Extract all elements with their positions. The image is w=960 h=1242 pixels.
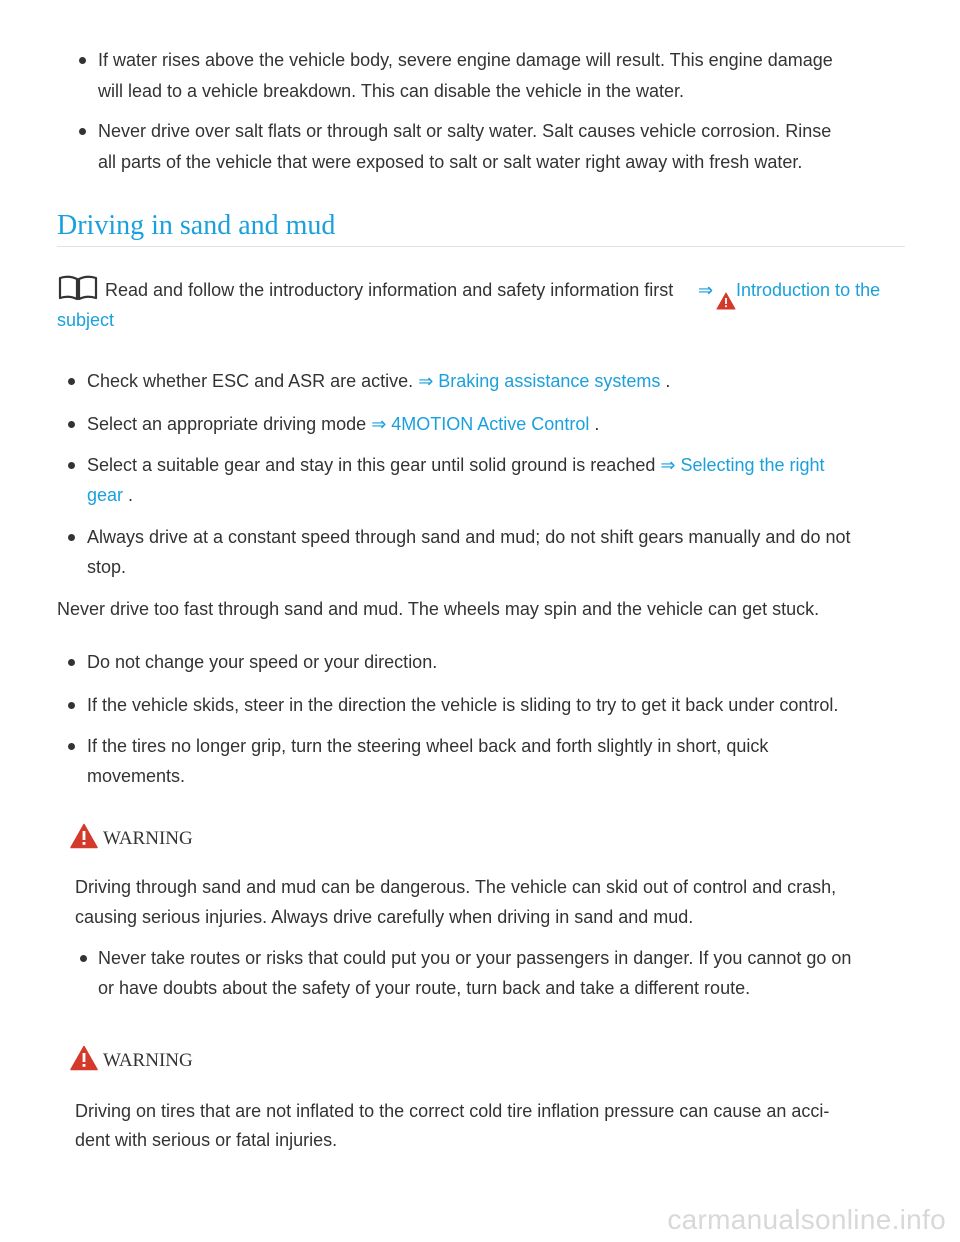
braking-assistance-link[interactable]: ⇒ Braking assistance systems <box>418 371 661 391</box>
bullet <box>68 659 75 666</box>
list-item-punct: . <box>128 485 134 505</box>
bullet <box>68 462 75 469</box>
bullet <box>68 702 75 709</box>
list-item-text: movements. <box>87 766 186 786</box>
warning-text: Driving on tires that are not inflated to the correct cold tire inflation pressure can cause an acci- <box>75 1101 830 1121</box>
warning-title: WARNING <box>103 1050 193 1071</box>
book-icon <box>57 275 99 301</box>
bullet <box>68 743 75 750</box>
selecting-right-gear-link-continued[interactable]: gear <box>87 485 124 505</box>
site-watermark: carmanualsonline.info <box>667 1204 946 1235</box>
warning-text: Driving through sand and mud can be dangerous. The vehicle can skid out of control and crash, <box>75 877 837 897</box>
warning-triangle-icon <box>716 292 736 310</box>
bullet <box>68 421 75 428</box>
list-item-text: If the tires no longer grip, turn the steering wheel back and forth slightly in short, quick <box>87 736 769 756</box>
list-item-continued <box>87 480 133 510</box>
4motion-active-control-link[interactable]: ⇒ 4MOTION Active Control <box>371 414 590 434</box>
list-item-text: Never drive over salt flats or through salt or salty water. Salt causes vehicle corrosion. Rinse <box>98 121 832 141</box>
list-item-text: stop. <box>87 557 127 577</box>
list-item-text: Select a suitable gear and stay in this gear until solid ground is reached <box>87 455 656 475</box>
list-item-text: Check whether ESC and ASR are active. <box>87 371 414 391</box>
list-item <box>87 450 825 480</box>
selecting-right-gear-link[interactable]: ⇒ Selecting the right <box>660 455 825 475</box>
warning-triangle-icon <box>70 1045 98 1071</box>
list-item-text: Do not change your speed or your direction. <box>87 652 438 672</box>
intro-link-continued[interactable]: subject <box>57 310 115 330</box>
section-title: Driving in sand and mud <box>57 210 336 241</box>
list-item <box>87 366 670 396</box>
bullet <box>68 378 75 385</box>
warning-bullet-text: or have doubts about the safety of your route, turn back and take a different route. <box>98 978 751 998</box>
bullet <box>79 57 86 64</box>
intro-text: Read and follow the introductory information and safety information first <box>105 280 674 300</box>
list-item-text: all parts of the vehicle that were exposed to salt or salt water right away with fresh water. <box>98 152 803 172</box>
list-item-text: Always drive at a constant speed through sand and mud; do not shift gears manually and do not <box>87 527 851 547</box>
list-item <box>87 409 599 439</box>
section-divider <box>57 246 905 247</box>
warning-text: causing serious injuries. Always drive carefully when driving in sand and mud. <box>75 907 694 927</box>
list-item-punct: . <box>594 414 600 434</box>
list-item-text: will lead to a vehicle breakdown. This can disable the vehicle in the water. <box>98 81 685 101</box>
body-paragraph: Never drive too fast through sand and mud. The wheels may spin and the vehicle can get stuck. <box>57 599 820 619</box>
warning-text: dent with serious or fatal injuries. <box>75 1130 338 1150</box>
list-item-text: Select an appropriate driving mode <box>87 414 367 434</box>
intro-link[interactable]: Introduction to the <box>736 280 881 300</box>
list-item-text: If the vehicle skids, steer in the direction the vehicle is sliding to try to get it back under control. <box>87 695 839 715</box>
bullet <box>79 128 86 135</box>
warning-bullet-text: Never take routes or risks that could put you or your passengers in danger. If you cannot go on <box>98 948 852 968</box>
list-item-text: If water rises above the vehicle body, severe engine damage will result. This engine damage <box>98 50 833 70</box>
warning-title: WARNING <box>103 828 193 849</box>
bullet <box>80 955 87 962</box>
list-item-punct: . <box>665 371 671 391</box>
warning-triangle-icon <box>70 823 98 849</box>
intro-arrow-link[interactable]: ⇒ <box>698 280 714 300</box>
bullet <box>68 534 75 541</box>
